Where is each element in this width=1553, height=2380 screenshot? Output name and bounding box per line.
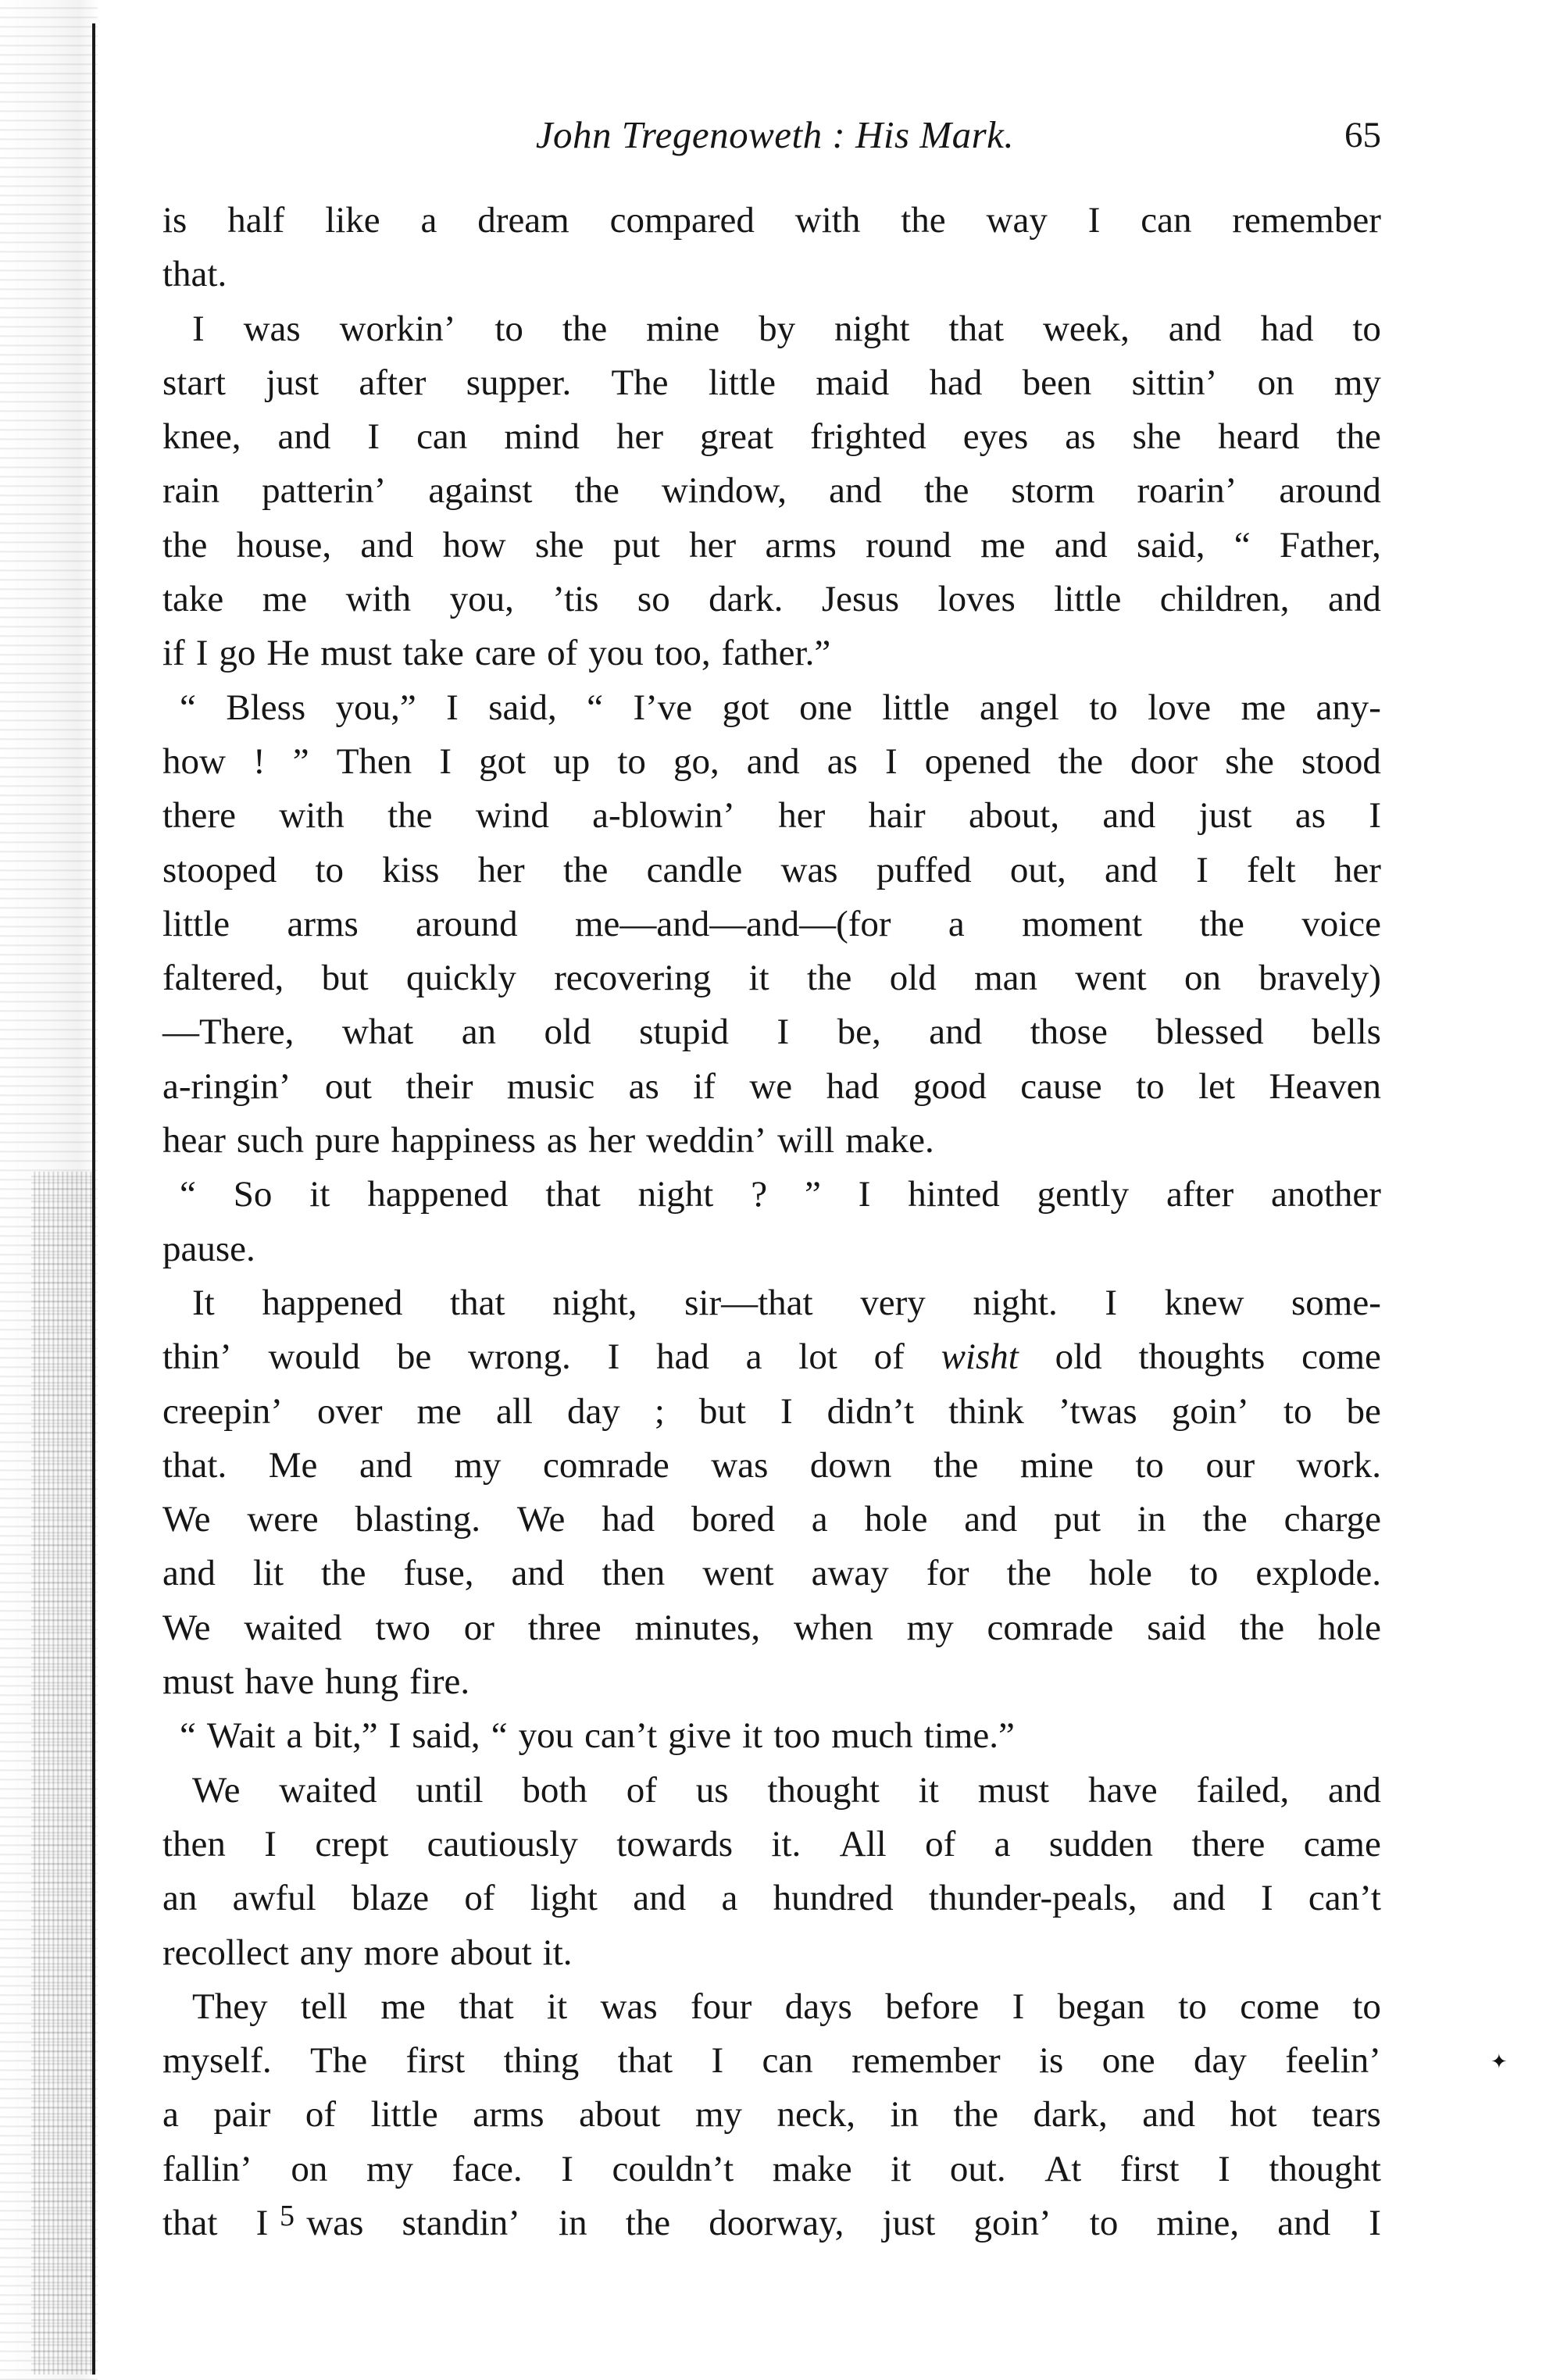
text-line: pause. (162, 1228, 255, 1269)
text-line: that. (162, 254, 227, 295)
text-line: “ So it happened that night ? ” I hinted gently after another (180, 1174, 1381, 1215)
text-line: that I was standin’ in the doorway, just goin’ to mine, and I (162, 2202, 1381, 2243)
scan-noise (31, 1172, 94, 2375)
text-line: rain patterin’ against the window, and the storm roarin’ around (162, 470, 1381, 512)
text-line: and lit the fuse, and then went away for the hole to explode. (162, 1553, 1381, 1594)
text-line: little arms around me—and—and—(for a moment the voice (162, 903, 1381, 944)
text-line: if I go He must take care of you too, father.” (162, 633, 831, 674)
text-line: a pair of little arms about my neck, in the dark, and hot tears (162, 2094, 1381, 2136)
text-line: creepin’ over me all day ; but I didn’t think ’twas goin’ to be (162, 1390, 1381, 1432)
text-line: It happened that night, sir—that very night. I knew some- (192, 1282, 1381, 1323)
text-line: We were blasting. We had bored a hole and put in the charge (162, 1499, 1381, 1540)
text-line: a-ringin’ out their music as if we had good cause to let Heaven (162, 1065, 1381, 1107)
text-line: then I crept cautiously towards it. All of a sudden there came (162, 1823, 1381, 1864)
text-line: recollect any more about it. (162, 1932, 573, 1973)
text-line: the house, and how she put her arms round me and said, “ Father, (162, 524, 1381, 566)
text-line: thin’ would be wrong. I had a lot of wisht old thoughts come (162, 1336, 1381, 1378)
text-line: is half like a dream compared with the way I can remember (162, 200, 1381, 241)
text-line: how ! ” Then I got up to go, and as I opened the door she stood (162, 740, 1381, 782)
printer-signature-mark: 5 (280, 2200, 295, 2232)
page-number: 65 (1344, 115, 1381, 155)
text-line: fallin’ on my face. I couldn’t make it out. At first I thought (162, 2148, 1381, 2189)
text-line: that. Me and my comrade was down the mine to our work. (162, 1444, 1381, 1486)
page-header (162, 108, 1387, 162)
text-line: myself. The first thing that I can remember is one day feelin’ (162, 2040, 1381, 2082)
text-line: “ Bless you,” I said, “ I’ve got one little angel to love me any- (180, 687, 1381, 728)
text-line: start just after supper. The little maid had been sittin’ on my (162, 362, 1381, 403)
ink-speck: ✦ (1491, 2050, 1508, 2073)
body-text (162, 194, 1381, 2250)
text-line: an awful blaze of light and a hundred thunder-peals, and I can’t (162, 1878, 1381, 1919)
text-line: must have hung fire. (162, 1661, 470, 1703)
text-line: —There, what an old stupid I be, and those blessed bells (162, 1012, 1381, 1053)
text-line: knee, and I can mind her great frighted eyes as she heard the (162, 416, 1381, 458)
text-line: We waited until both of us thought it must have failed, and (192, 1769, 1381, 1811)
text-line: They tell me that it was four days before I began to come to (192, 1986, 1381, 2027)
text-line: We waited two or three minutes, when my comrade said the hole (162, 1607, 1381, 1648)
text-line: take me with you, ’tis so dark. Jesus loves little children, and (162, 579, 1381, 620)
text-line: I was workin’ to the mine by night that week, and had to (192, 308, 1381, 349)
spine-edge-line (92, 23, 95, 2375)
text-line: stooped to kiss her the candle was puffed out, and I felt her (162, 849, 1381, 890)
text-line: there with the wind a-blowin’ her hair about, and just as I (162, 795, 1381, 837)
text-line: hear such pure happiness as her weddin’ will make. (162, 1120, 934, 1161)
running-title: John Tregenoweth : His Mark. (535, 113, 1015, 156)
text-line: faltered, but quickly recovering it the old man went on bravely) (162, 958, 1381, 999)
text-line: “ Wait a bit,” I said, “ you can’t give it too much time.” (180, 1715, 1015, 1757)
